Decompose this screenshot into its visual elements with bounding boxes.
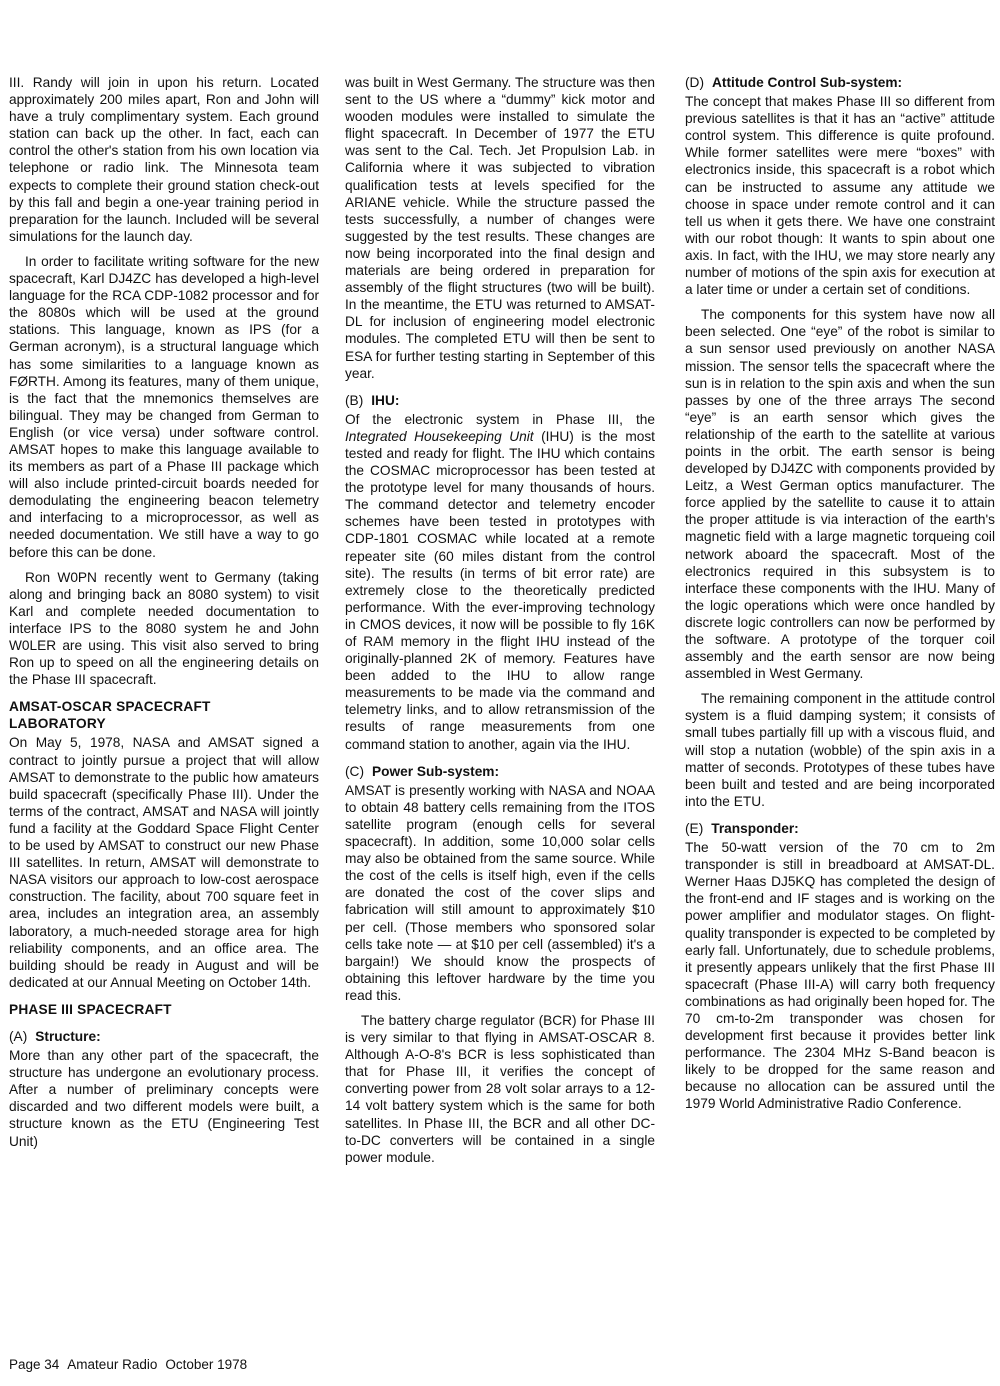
column-2 (345, 74, 655, 1174)
subsection-label: (C) (345, 763, 365, 779)
subsection-title: IHU: (371, 392, 400, 408)
paragraph: AMSAT is presently working with NASA and NOAA to obtain 48 battery cells remaining from the ITOS satellite program (enough cells for several spacecraft). In addition, some 10,000 solar cells may also be obtained from the same source. While the cost of the cells is itself high, even if the cells are donated the cost of the cover slips and fabrication will still amount to approximately $10 per cell. (Those members who sponsored solar cells take note — at $10 per cell (assembled) it's a bargain!) We should know the prospects of obtaining this leftover hardware by the time you read this. (345, 782, 655, 1003)
subsection-title: Power Sub-system: (372, 763, 500, 779)
paragraph: On May 5, 1978, NASA and AMSAT signed a contract to jointly pursue a project that will allow AMSAT to demonstrate to the public how amateurs build spacecraft (specifically Phase III). Under the terms of the contract, AMSAT and NASA will jointly fund a facility at the Goddard Space Flight Center to be used by AMSAT to construct our new Phase III satellites. In return, AMSAT will demonstrate to NASA visitors our approach to low-cost aerospace construction. The facility, about 700 square feet in area, includes an integration area, an assembly laboratory, a much-needed storage area for high reliability components, and an office area. The building should be ready in August and will be dedicated at our Annual Meeting on October 14th. (9, 735, 319, 990)
paragraph: The battery charge regulator (BCR) for Phase III is very similar to that flying in AMSAT-OSCAR 8. Although A-O-8's BCR is less sophisticated than that for Phase III, it verifies the concept of converting power from 28 volt solar arrays to a 12-14 volt battery system which is the same for both satellites. In Phase III, the BCR and all other DC-to-DC converters will be contained in a single power module. (345, 1012, 655, 1165)
text-run: (IHU) is the most tested and ready for flight. The IHU which contains the COSMAC microprocessor has been tested at the prototype level for many thousands of hours. The command detector and telemetry encoder schemes have been tested in prototypes with CDP-1801 COSMAC while located at a remote repeater site (60 miles distant from the control site). The results (in terms of bit error rate) are extremely close to the theoretically predicted performance. With the ever-improving technology in CMOS devices, it now will be possible to fly 16K of RAM memory in the flight IHU instead of the originally-planned 2K of memory. Features have been added to the IHU to allow range measurements to be made via the command and telemetry links, and to allow retransmission of the results of range measurements from one command station to another, again via the IHU. (345, 428, 655, 752)
emphasis-text: Integrated Housekeeping Unit (345, 428, 534, 444)
subsection-heading-structure (9, 1028, 319, 1045)
subsection-heading-transponder (685, 820, 995, 837)
paragraph: The 50-watt version of the 70 cm to 2m transponder is still in breadboard at AMSAT-DL. Werner Haas DJ5KQ has completed the design of the front-end and IF stages and is working on the power amplifier and modulator stages. On flight-quality transponder is expected to be completed by early fall. Unfortunately, due to schedule problems, it presently appears unlikely that the first Phase III spacecraft (Phase III-A) will carry both frequency combinations as had originally been hoped for. The 70 cm-to-2m transponder was chosen for development first because it provides better link performance. The 2304 MHz S-Band beacon is likely to be dropped for the same reason and because no allocation can be assured until the 1979 World Administrative Radio Conference. (685, 840, 995, 1112)
paragraph: III. Randy will join in upon his return. Located approximately 200 miles apart, Ron and John will have a truly complimentary system. Each ground station can back up the other. In fact, each can control the other's station from his own location via telephone or radio link. The Minnesota team expects to complete their ground station check-out by this fall and begin a one-year training period in preparation for the launch. Included will be several simulations for the launch day. (9, 75, 319, 244)
paragraph: was built in West Germany. The structure was then sent to the US where a “dummy” kick motor and wooden modules were installed to simulate the flight spacecraft. In December of 1977 the ETU was sent to the Cal. Tech. Jet Propulsion Lab. in California where it was subjected to vibration qualification tests at levels specified for the ARIANE vehicle. While the structure passed the tests successfully, a number of changes were suggested by the test results. These changes are now being incorporated into the final design and materials are being ordered in preparation for assembly of the flight structures (two will be built). In the meantime, the ETU was returned to AMSAT-DL for inclusion of engineering model electronic modules. The completed ETU will then be sent to ESA for further testing starting in September of this year. (345, 75, 655, 381)
heading-line: LABORATORY (9, 716, 106, 732)
column-1 (9, 74, 319, 1158)
page-number: Page 34 (9, 1357, 60, 1372)
subsection-label: (D) (685, 75, 705, 90)
text-run: Of the electronic system in Phase III, the (345, 411, 655, 427)
column-3 (685, 74, 995, 1121)
paragraph: The components for this system have now all been selected. One “eye” of the robot is similar to a sun sensor used previously on another NASA mission. The sensor tells the spacecraft where the sun is in relation to the spin axis and when the sun passes by one of the three arrays The second “eye” is an earth sensor which gives the relationship of the earth to the satellite at various points in the orbit. The earth sensor is being developed by DJ4ZC with components provided by Leitz, a West German optics manufacturer. The force applied by the satellite to cause it to attain the proper attitude is via interaction of the earth's magnetic field with a large magnetic torqueing coil network aboard the spacecraft. Most of the electronics required in this subsystem is to interface these components with the IHU. Many of the logic operations which were once handled by discrete logic controllers can now be performed by the software. A prototype of the torquer coil assembly and the earth sensor are now being assembled in West Germany. (685, 307, 995, 682)
subsection-title: Transponder: (711, 820, 799, 836)
subsection-title: Structure: (35, 1028, 101, 1044)
issue-date: October 1978 (165, 1357, 248, 1372)
paragraph (345, 411, 655, 753)
paragraph: The remaining component in the attitude control system is a fluid damping system; it consists of small tubes partially fill up with a viscous fluid, and will stop a nutation (wobble) of the spin axis in a matter of seconds. Prototypes of these tubes have been built and tested and are being incorporated into the ETU. (685, 691, 995, 809)
subsection-label: (E) (685, 820, 704, 836)
subsection-label: (A) (9, 1028, 28, 1044)
section-heading-phase-iii: PHASE III SPACECRAFT (9, 1001, 172, 1017)
subsection-heading-attitude (685, 74, 995, 91)
paragraph: The concept that makes Phase III so different from previous satellites is that it has an “active” attitude control system. This difference is quite profound. While former satellites were mere “boxes” with electronics inside, this spacecraft is a robot which can be instructed to assume any attitude we choose in space under remote control and it can tell us when it gets there. We have one constraint with our robot though: It wants to spin about one axis. In fact, with the IHU, we may store nearly any number of motions of the spin axis for execution at a later time or under a certain set of conditions. (685, 94, 995, 298)
subsection-label: (B) (345, 392, 364, 408)
paragraph: In order to facilitate writing software for the new spacecraft, Karl DJ4ZC has developed a high-level language for the RCA CDP-1082 processor and for the 8080s which will be used at the ground stations. This language, known as IPS (for a German acronym), is a structural language which has some similarities to a language known as FØRTH. Among its features, many of them unique, is the fact that the mnemonics themselves are bilingual. They may be changed from German to English (or vice versa) under software control. AMSAT hopes to make this language available to its members as part of a Phase III package which will also include printed-circuit boards needed for demodulating the engineering beacon telemetry and interfacing to a microprocessor, as well as needed documentation. We still have a way to go before this can be done. (9, 253, 319, 560)
paragraph: Ron W0PN recently went to Germany (taking along and bringing back an 8080 system) to visit Karl and complete needed documentation to interface IPS to the 8080 system he and John W0LER are using. This visit also served to bring Ron up to speed on all the engineering details on the Phase III spacecraft. (9, 569, 319, 688)
subsection-heading-ihu (345, 392, 655, 409)
subsection-heading-power (345, 763, 655, 780)
subsection-title: Attitude Control Sub-system: (712, 75, 903, 90)
paragraph: More than any other part of the spacecraft, the structure has undergone an evolutionary process. After a number of preliminary concepts were discarded and two different models were built, a structure known as the ETU (Engineering Test Unit) (9, 1048, 319, 1149)
page-footer (9, 1357, 255, 1372)
magazine-name: Amateur Radio (67, 1357, 158, 1372)
section-heading-laboratory (9, 698, 319, 732)
heading-line: AMSAT-OSCAR SPACECRAFT (9, 699, 211, 715)
